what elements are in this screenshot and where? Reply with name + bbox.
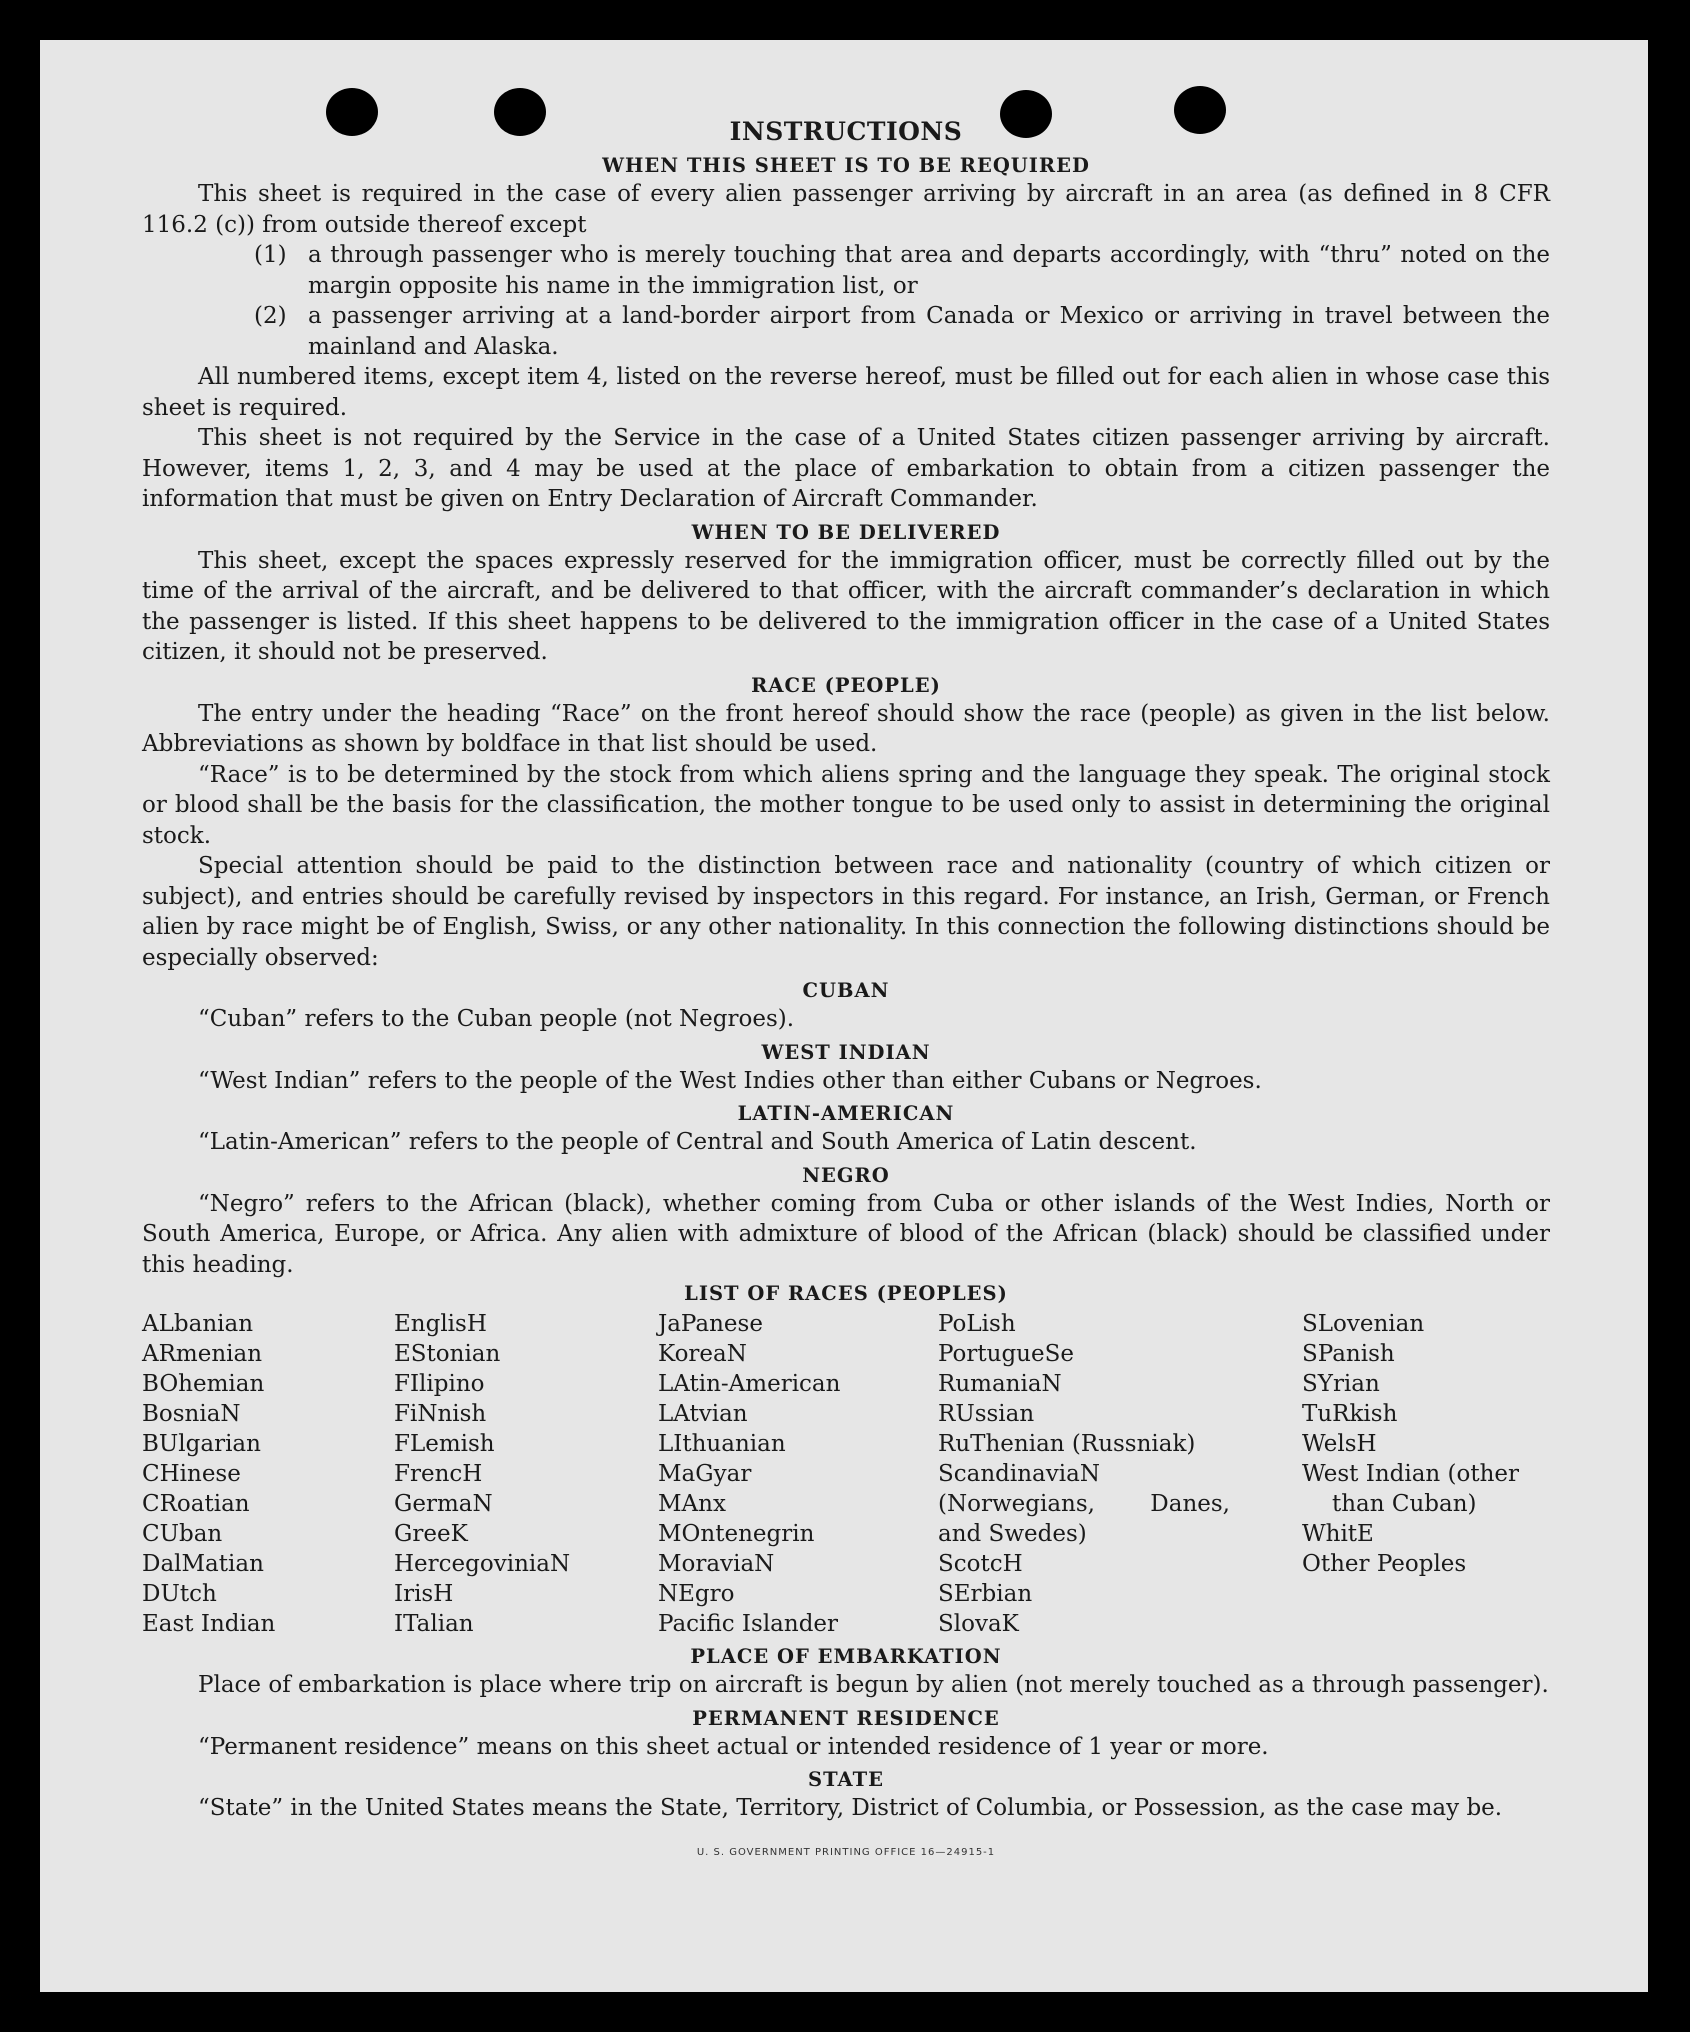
race-item: PoLish bbox=[938, 1311, 1016, 1337]
paragraph: This sheet is required in the case of every alien passenger arriving by aircraft in an area (as defined in 8 CFR 116.2 (c)) from outside thereof except bbox=[142, 181, 1550, 238]
race-item: EStonian bbox=[394, 1341, 501, 1367]
section-heading: PERMANENT RESIDENCE bbox=[692, 1706, 1000, 1730]
section-heading: WHEN THIS SHEET IS TO BE REQUIRED bbox=[602, 154, 1090, 177]
race-item: GreeK bbox=[394, 1521, 468, 1547]
race-item: SErbian bbox=[938, 1581, 1033, 1607]
race-item: West Indian (other bbox=[1302, 1461, 1520, 1487]
document-title: INSTRUCTIONS bbox=[729, 117, 963, 146]
race-item: Other Peoples bbox=[1302, 1551, 1467, 1577]
paragraph: “Permanent residence” means on this sheet actual or intended residence of 1 year or more. bbox=[198, 1733, 1269, 1760]
race-item: than Cuban) bbox=[1332, 1491, 1477, 1517]
race-item: SLovenian bbox=[1302, 1311, 1425, 1337]
race-item: CHinese bbox=[142, 1461, 241, 1487]
race-list bbox=[142, 1309, 1550, 1639]
section-heading: RACE (PEOPLE) bbox=[751, 673, 941, 697]
document-body bbox=[142, 116, 1550, 1868]
paragraph: “Cuban” refers to the Cuban people (not Negroes). bbox=[198, 1006, 795, 1032]
race-item: BOhemian bbox=[142, 1371, 265, 1397]
race-item: BosniaN bbox=[142, 1401, 241, 1427]
paragraph: Special attention should be paid to the distinction between race and nationality (country of which citizen or subject), and entries should be carefully revised by inspectors in this regard. For instance, an Irish, German, or French alien by race might be of English, Swiss, or any other nationality. In this connection the following distinctions should be especially observed: bbox=[142, 853, 1550, 971]
paragraph: “Negro” refers to the African (black), whether coming from Cuba or other islands of the West Indies, North or South America, Europe, or Africa. Any alien with admixture of blood of the African (black) should be classified under this heading. bbox=[142, 1190, 1550, 1278]
race-column bbox=[658, 1309, 938, 1639]
paragraph: The entry under the heading “Race” on the front hereof should show the race (people) as given in the list below. Abbreviations as shown by boldface in that list should be used. bbox=[142, 700, 1550, 757]
race-item: FIlipino bbox=[394, 1371, 485, 1397]
race-item: ARmenian bbox=[142, 1341, 263, 1367]
section-heading: WEST INDIAN bbox=[761, 1040, 931, 1064]
race-item: MoraviaN bbox=[658, 1551, 775, 1577]
race-item: NEgro bbox=[658, 1581, 735, 1607]
race-item: JaPanese bbox=[658, 1311, 763, 1337]
race-item: GermaN bbox=[394, 1491, 493, 1517]
list-item bbox=[142, 301, 1550, 362]
section-heading: CUBAN bbox=[802, 979, 890, 1002]
race-item: FrencH bbox=[394, 1461, 483, 1487]
paragraph: This sheet is not required by the Service in the case of a United States citizen passenger arriving by aircraft. However, items 1, 2, 3, and 4 may be used at the place of embarkation to obtain from a citizen passenger the information that must be given on Entry Declaration of Aircraft Commander. bbox=[142, 425, 1550, 512]
race-column bbox=[938, 1309, 1230, 1639]
section-heading: LATIN-AMERICAN bbox=[737, 1102, 955, 1125]
race-item: RUssian bbox=[938, 1401, 1035, 1427]
race-item: LAtin-American bbox=[658, 1371, 841, 1397]
paragraph: All numbered items, except item 4, listed on the reverse hereof, must be filled out for each alien in whose case this sheet is required. bbox=[142, 364, 1550, 421]
race-item: RumaniaN bbox=[938, 1371, 1062, 1397]
race-item: SPanish bbox=[1302, 1341, 1395, 1367]
race-item: ScandinaviaN (Norwegians, Danes, and Swedes) bbox=[938, 1461, 1230, 1547]
race-item: SlovaK bbox=[938, 1611, 1019, 1637]
paragraph: “West Indian” refers to the people of the West Indies other than either Cubans or Negroes. bbox=[198, 1067, 1262, 1094]
section-heading: WHEN TO BE DELIVERED bbox=[691, 520, 1001, 544]
race-column bbox=[142, 1309, 394, 1639]
race-item: WelsH bbox=[1302, 1431, 1377, 1457]
race-item: CUban bbox=[142, 1521, 223, 1547]
race-item: ScotcH bbox=[938, 1551, 1023, 1577]
race-item: EnglisH bbox=[394, 1311, 487, 1337]
race-item: IrisH bbox=[394, 1581, 454, 1607]
section-heading: STATE bbox=[808, 1768, 884, 1791]
race-item: CRoatian bbox=[142, 1491, 250, 1517]
race-item: HercegoviniaN bbox=[394, 1551, 571, 1577]
paragraph: “Latin-American” refers to the people of Central and South America of Latin descent. bbox=[198, 1129, 1197, 1155]
section-heading: NEGRO bbox=[802, 1163, 890, 1187]
race-column bbox=[1302, 1309, 1550, 1639]
item-number: (1) bbox=[254, 242, 287, 268]
race-item: FLemish bbox=[394, 1431, 495, 1457]
item-text: a through passenger who is merely touching that area and departs accordingly, with “thru” noted on the margin opposite his name in the immigration list, or bbox=[308, 242, 1550, 299]
section-heading: PLACE OF EMBARKATION bbox=[690, 1645, 1002, 1668]
race-item: East Indian bbox=[142, 1611, 276, 1637]
item-text: a passenger arriving at a land-border airport from Canada or Mexico or arriving in travel between the mainland and Alaska. bbox=[308, 303, 1550, 360]
race-item: BUlgarian bbox=[142, 1431, 261, 1457]
item-number: (2) bbox=[254, 303, 287, 329]
printer-imprint: U. S. GOVERNMENT PRINTING OFFICE 16—24915-1 bbox=[696, 1846, 996, 1858]
paragraph: This sheet, except the spaces expressly reserved for the immigration officer, must be correctly filled out by the time of the arrival of the aircraft, and be delivered to that officer, with the aircraft commander’s declaration in which the passenger is listed. If this sheet happens to be delivered to the immigration officer in the case of a United States citizen, it should not be preserved. bbox=[142, 547, 1550, 665]
race-item: ITalian bbox=[394, 1611, 474, 1637]
race-item: FiNnish bbox=[394, 1401, 487, 1427]
race-item: DUtch bbox=[142, 1581, 217, 1607]
race-column bbox=[394, 1309, 658, 1639]
race-item: TuRkish bbox=[1302, 1401, 1398, 1427]
section-heading: LIST OF RACES (PEOPLES) bbox=[684, 1282, 1008, 1305]
race-item: SYrian bbox=[1302, 1371, 1380, 1397]
race-item: LAtvian bbox=[658, 1401, 748, 1427]
paragraph: “Race” is to be determined by the stock from which aliens spring and the language they speak. The original stock or blood shall be the basis for the classification, the mother tongue to be used only to assist in determining the original stock. bbox=[142, 761, 1550, 849]
race-item: ALbanian bbox=[142, 1311, 254, 1337]
paragraph: Place of embarkation is place where trip on aircraft is begun by alien (not merely touched as a through passenger). bbox=[198, 1672, 1549, 1698]
race-item: MaGyar bbox=[658, 1461, 752, 1487]
race-item: LIthuanian bbox=[658, 1431, 786, 1457]
race-item: PortugueSe bbox=[938, 1341, 1074, 1367]
list-item bbox=[142, 240, 1550, 301]
race-item: WhitE bbox=[1302, 1521, 1374, 1547]
race-item: DalMatian bbox=[142, 1551, 264, 1577]
paragraph: “State” in the United States means the State, Territory, District of Columbia, or Possession, as the case may be. bbox=[198, 1795, 1503, 1821]
race-item: KoreaN bbox=[658, 1341, 747, 1367]
race-item: MAnx bbox=[658, 1491, 726, 1517]
document-sheet bbox=[40, 40, 1648, 1992]
race-item: MOntenegrin bbox=[658, 1521, 815, 1547]
race-item: Pacific Islander bbox=[658, 1611, 839, 1637]
race-item: RuThenian (Russniak) bbox=[938, 1431, 1196, 1457]
